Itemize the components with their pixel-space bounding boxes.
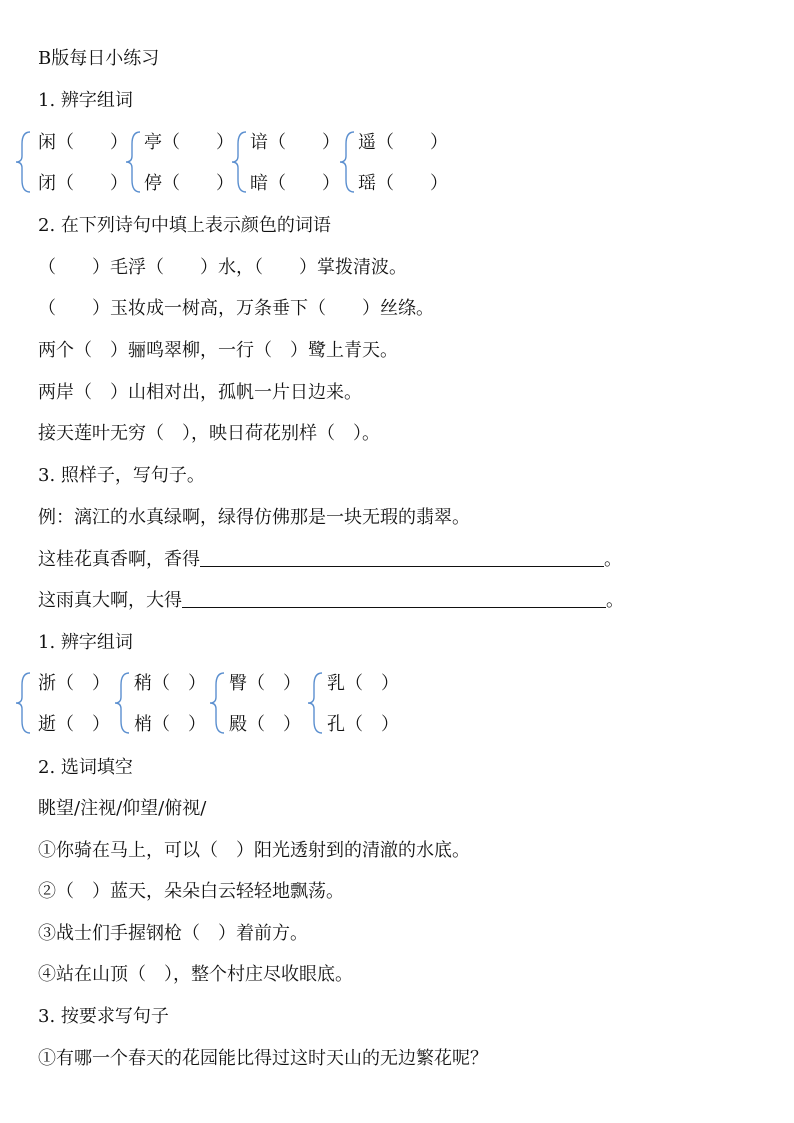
s3-item-1 <box>38 548 622 572</box>
section5-heading: 2. 选词填空 <box>38 757 133 778</box>
s4-word-top-1: 浙（ ） <box>38 673 110 694</box>
s2-line-2: （ ）玉妆成一树高，万条垂下（ ）丝绦。 <box>38 298 434 319</box>
s6-item-1: ①有哪一个春天的花园能比得过这时天山的无边繁花呢？ <box>38 1048 488 1069</box>
s5-item-4: ④站在山顶（ ），整个村庄尽收眼底。 <box>38 964 353 985</box>
s4-word-top-3: 臀（ ） <box>229 673 301 694</box>
section3-heading: 3. 照样子，写句子。 <box>38 465 205 486</box>
s4-word-bottom-2: 梢（ ） <box>134 714 206 735</box>
s1-word-bottom-3: 暗（ ） <box>250 173 340 194</box>
s1-word-bottom-4: 瑶（ ） <box>358 173 448 194</box>
brace-icon <box>338 130 358 194</box>
s2-line-5: 接天莲叶无穷（ ），映日荷花别样（ ）。 <box>38 423 380 444</box>
s2-line-4: 两岸（ ）山相对出，孤帆一片日边来。 <box>38 382 362 403</box>
s1-word-top-3: 谙（ ） <box>250 132 340 153</box>
answer-blank[interactable] <box>182 607 606 608</box>
s3-example: 例：漓江的水真绿啊，绿得仿佛那是一块无瑕的翡翠。 <box>38 507 470 528</box>
section1-heading: 1. 辨字组词 <box>38 90 133 111</box>
s5-options: 眺望/注视/仰望/俯视/ <box>38 798 207 819</box>
brace-icon <box>306 671 326 735</box>
section4-heading: 1. 辨字组词 <box>38 632 133 653</box>
s1-word-bottom-1: 闭（ ） <box>38 173 128 194</box>
brace-icon <box>14 130 34 194</box>
s5-item-3: ③战士们手握钢枪（ ）着前方。 <box>38 923 308 944</box>
s4-word-bottom-3: 殿（ ） <box>229 714 301 735</box>
s5-item-2: ②（ ）蓝天，朵朵白云轻轻地飘荡。 <box>38 881 344 902</box>
s2-line-1: （ ）毛浮（ ）水，（ ）掌拨清波。 <box>38 257 407 278</box>
s4-word-bottom-4: 孔（ ） <box>327 714 399 735</box>
s1-word-bottom-2: 停（ ） <box>144 173 234 194</box>
page-title: B版每日小练习 <box>38 48 160 69</box>
s1-word-top-1: 闲（ ） <box>38 132 128 153</box>
s4-word-top-2: 稍（ ） <box>134 673 206 694</box>
brace-icon <box>124 130 144 194</box>
s1-word-top-4: 遥（ ） <box>358 132 448 153</box>
brace-icon <box>113 671 133 735</box>
s3-item-2-end: 。 <box>606 590 624 611</box>
s3-item-2 <box>38 589 624 613</box>
s3-item-2-prefix: 这雨真大啊，大得 <box>38 590 182 611</box>
s3-item-1-prefix: 这桂花真香啊，香得 <box>38 549 200 570</box>
brace-icon <box>208 671 228 735</box>
s5-item-1: ①你骑在马上，可以（ ）阳光透射到的清澈的水底。 <box>38 840 470 861</box>
brace-icon <box>14 671 34 735</box>
s4-word-top-4: 乳（ ） <box>327 673 399 694</box>
s1-word-top-2: 亭（ ） <box>144 132 234 153</box>
answer-blank[interactable] <box>200 566 604 567</box>
s3-item-1-end: 。 <box>604 549 622 570</box>
s4-word-bottom-1: 逝（ ） <box>38 714 110 735</box>
brace-icon <box>230 130 250 194</box>
section2-heading: 2. 在下列诗句中填上表示颜色的词语 <box>38 215 331 236</box>
s2-line-3: 两个（ ）骊鸣翠柳，一行（ ）鹭上青天。 <box>38 340 398 361</box>
section6-heading: 3. 按要求写句子 <box>38 1006 169 1027</box>
